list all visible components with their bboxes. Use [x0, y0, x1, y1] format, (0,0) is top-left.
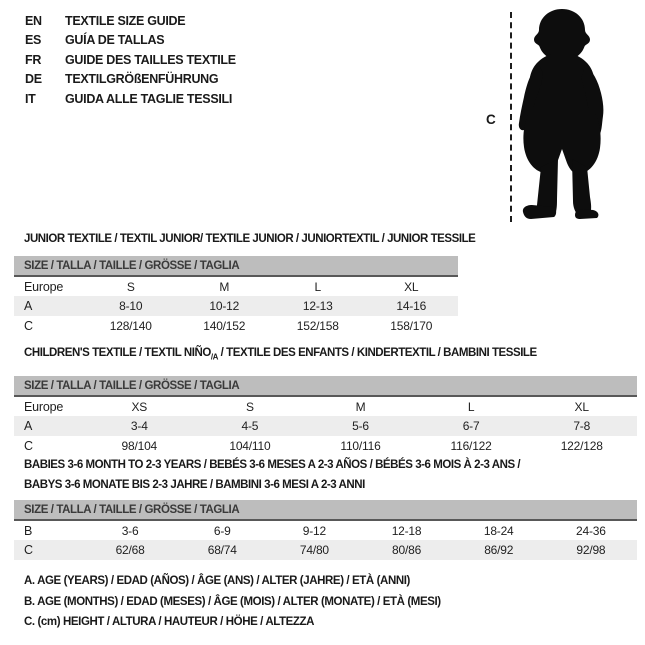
height-cell: 92/98 — [545, 540, 637, 560]
legend-line-b: B. AGE (MONTHS) / EDAD (MESES) / ÂGE (MOIS) / ALTER (MONATE) / ETÀ (MESI) — [24, 595, 441, 608]
babies-title-line1: BABIES 3-6 MONTH TO 2-3 YEARS / BEBÉS 3-6 MESES A 2-3 AÑOS / BÉBÉS 3-6 MOIS À 2-3 ANS / — [24, 459, 521, 471]
height-cell: 62/68 — [84, 540, 176, 560]
language-row-en — [25, 11, 236, 31]
children-section-title — [24, 347, 537, 361]
language-code: IT — [25, 91, 36, 106]
age-cell: 12-13 — [271, 296, 365, 316]
row-label: A — [14, 296, 84, 316]
language-code: ES — [25, 33, 42, 48]
months-cell: 6-9 — [213, 523, 231, 538]
size-cell: XL — [404, 279, 419, 294]
height-cell: 86/92 — [453, 540, 545, 560]
legend-line-a: A. AGE (YEARS) / EDAD (AÑOS) / ÂGE (ANS) / ALTER (JAHRE) / ETÀ (ANNI) — [24, 575, 410, 587]
row-label: C — [14, 540, 84, 560]
row-label: C — [24, 319, 33, 333]
height-cell: 68/74 — [176, 540, 268, 560]
height-cell: 98/104 — [121, 439, 158, 453]
age-cell: 4-5 — [195, 416, 306, 436]
table-row-height — [14, 436, 637, 456]
size-cell: XS — [131, 399, 148, 414]
children-title-subscript: /A — [210, 352, 218, 362]
age-cell: 3-4 — [84, 416, 195, 436]
toddler-silhouette-image — [517, 9, 615, 222]
height-cell: 74/80 — [268, 540, 360, 560]
age-cell: 7-8 — [526, 416, 637, 436]
age-cell: 10-12 — [178, 296, 272, 316]
months-cell: 3-6 — [121, 523, 139, 538]
babies-title-line2: BABYS 3-6 MONATE BIS 2-3 JAHRE / BAMBINI 3-6 MESI A 2-3 ANNI — [24, 479, 365, 491]
language-label: GUIDE DES TAILLES TEXTILE — [65, 52, 236, 67]
children-size-table — [14, 376, 637, 456]
age-cell: 8-10 — [84, 296, 178, 316]
size-header-band: SIZE / TALLA / TAILLE / GRÖSSE / TAGLIA — [14, 376, 637, 396]
row-label: C — [24, 439, 33, 453]
height-cell: 80/86 — [360, 540, 452, 560]
age-cell: 6-7 — [416, 416, 527, 436]
height-cell: 116/122 — [450, 439, 492, 453]
language-code: DE — [25, 72, 42, 87]
size-cell: XL — [574, 399, 589, 414]
height-cell: 104/110 — [229, 439, 271, 453]
size-cell: M — [355, 399, 366, 414]
table-row-age — [14, 296, 458, 316]
months-cell: 18-24 — [483, 523, 514, 538]
height-cell: 152/158 — [296, 319, 339, 333]
months-cell: 9-12 — [302, 523, 326, 538]
language-row-de — [25, 70, 236, 90]
row-label: A — [14, 416, 84, 436]
height-cell: 110/116 — [340, 439, 381, 453]
table-row-europe — [14, 276, 458, 296]
language-row-es — [25, 31, 236, 51]
language-label: TEXTILE SIZE GUIDE — [65, 13, 186, 28]
months-cell: 12-18 — [391, 523, 422, 538]
children-title-text: CHILDREN'S TEXTILE / TEXTIL NIÑO — [24, 347, 211, 359]
junior-size-table — [14, 256, 458, 336]
table-row-months — [14, 520, 637, 540]
language-title-list — [25, 11, 236, 109]
age-cell: 14-16 — [365, 296, 459, 316]
size-cell: L — [467, 399, 475, 414]
height-cell: 122/128 — [560, 439, 603, 453]
size-cell: S — [126, 279, 135, 294]
row-label: B — [24, 523, 33, 538]
row-label: Europe — [24, 399, 64, 414]
children-title-text: / TEXTILE DES ENFANTS / KINDERTEXTIL / BAMBINI TESSILE — [217, 347, 537, 359]
height-cell: 140/152 — [203, 319, 246, 333]
size-header-band: SIZE / TALLA / TAILLE / GRÖSSE / TAGLIA — [14, 256, 458, 276]
junior-section-title: JUNIOR TEXTILE / TEXTIL JUNIOR/ TEXTILE JUNIOR / JUNIORTEXTIL / JUNIOR TESSILE — [24, 233, 476, 245]
height-cell: 128/140 — [109, 319, 152, 333]
language-label: GUÍA DE TALLAS — [65, 33, 165, 48]
legend — [24, 571, 441, 633]
size-header-band: SIZE / TALLA / TAILLE / GRÖSSE / TAGLIA — [14, 500, 637, 520]
language-row-it — [25, 89, 236, 109]
age-cell: 5-6 — [305, 416, 416, 436]
legend-line-c: C. (cm) HEIGHT / ALTURA / HAUTEUR / HÖHE / ALTEZZA — [24, 616, 315, 628]
table-row-height — [14, 540, 637, 560]
height-cell: 158/170 — [390, 319, 433, 333]
size-cell: L — [314, 279, 321, 294]
table-row-height — [14, 316, 458, 336]
language-code: EN — [25, 13, 42, 28]
babies-section-title — [24, 455, 520, 495]
size-cell: S — [245, 399, 254, 414]
size-cell: M — [219, 279, 230, 294]
language-row-fr — [25, 50, 236, 70]
height-dashed-line — [510, 12, 512, 222]
language-label: TEXTILGRÖßENFÜHRUNG — [65, 72, 219, 87]
height-marker-label: C — [486, 112, 496, 127]
months-cell: 24-36 — [576, 523, 606, 538]
babies-size-table — [14, 500, 637, 560]
language-code: FR — [25, 52, 42, 67]
language-label: GUIDA ALLE TAGLIE TESSILI — [65, 91, 233, 106]
row-label: Europe — [24, 279, 64, 294]
table-row-age — [14, 416, 637, 436]
table-row-europe — [14, 396, 637, 416]
